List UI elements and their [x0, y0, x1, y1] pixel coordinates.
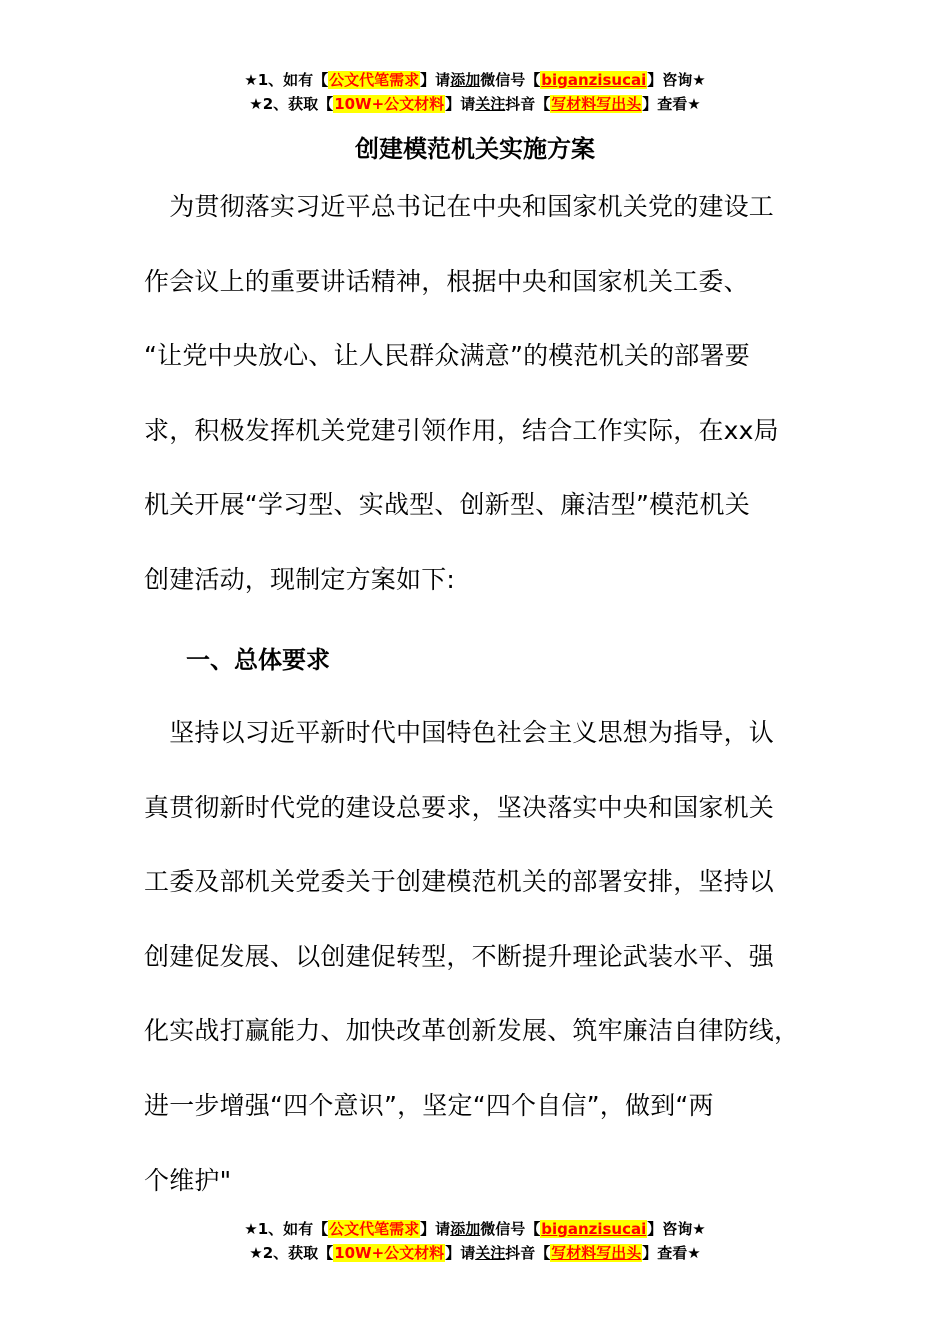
promo-text: ★1、如有【: [244, 71, 329, 89]
text-line: 进一步增强“四个意识”，坚定“四个自信”，做到“两: [144, 1090, 714, 1120]
promo-banner-bottom: [0, 1217, 950, 1265]
promo-text: 微信号【: [480, 1220, 541, 1238]
promo-line-2: [0, 92, 950, 116]
promo-banner-top: [0, 68, 950, 116]
text-line: 作会议上的重要讲话精神，根据中央和国家机关工委、: [144, 266, 749, 296]
promo-text: 】查看★: [642, 1244, 701, 1262]
follow-underlined: 关注: [475, 1244, 506, 1262]
section-heading-general-requirements: 一、总体要求: [186, 646, 330, 674]
promo-text: 】请: [420, 71, 451, 89]
wechat-id-highlight: biganzisucai: [541, 1220, 647, 1238]
text-line: 真贯彻新时代党的建设总要求，坚决落实中央和国家机关: [144, 792, 775, 822]
promo-text: ★1、如有【: [244, 1220, 329, 1238]
paragraph-intro: [144, 170, 806, 618]
add-underlined: 添加: [450, 1220, 481, 1238]
add-underlined: 添加: [450, 71, 481, 89]
promo-line-2: [0, 1241, 950, 1265]
promo-text: 】请: [420, 1220, 451, 1238]
douyin-id-highlight: 写材料写出头: [551, 1244, 642, 1262]
text-line: 创建促发展、以创建促转型，不断提升理论武装水平、强: [144, 941, 775, 971]
text-line: 工委及部机关党委关于创建模范机关的部署安排，坚持以: [144, 867, 775, 897]
ghostwriting-highlight: 公文代笔需求: [329, 71, 420, 89]
text-line: 创建活动，现制定方案如下:: [144, 564, 456, 594]
promo-text: 】查看★: [642, 95, 701, 113]
text-line: 求，积极发挥机关党建引领作用，结合工作实际，在xx局: [144, 415, 779, 445]
promo-line-1: [0, 68, 950, 92]
follow-underlined: 关注: [475, 95, 506, 113]
text-line: 化实战打赢能力、加快改革创新发展、筑牢廉洁自律防线，: [144, 1016, 800, 1046]
materials-highlight: 10W+公文材料: [334, 95, 445, 113]
text-line: 为贯彻落实习近平总书记在中央和国家机关党的建设工: [144, 192, 775, 221]
promo-text: 抖音【: [505, 1244, 551, 1262]
promo-text: 微信号【: [480, 71, 541, 89]
promo-text: 】请: [445, 1244, 476, 1262]
promo-line-1: [0, 1217, 950, 1241]
text-line: “让党中央放心、让人民群众满意”的模范机关的部署要: [144, 341, 750, 371]
promo-text: ★2、获取【: [249, 1244, 334, 1262]
promo-text: 】咨询★: [647, 1220, 706, 1238]
promo-text: 抖音【: [505, 95, 551, 113]
document-title: 创建模范机关实施方案: [355, 135, 595, 163]
text-line: 个维护": [144, 1165, 232, 1195]
promo-text: ★2、获取【: [249, 95, 334, 113]
wechat-id-highlight: biganzisucai: [541, 71, 647, 89]
paragraph-general-requirements: [144, 696, 806, 1218]
promo-text: 】请: [445, 95, 476, 113]
text-line: 坚持以习近平新时代中国特色社会主义思想为指导，认: [144, 718, 775, 747]
text-line: 机关开展“学习型、实战型、创新型、廉洁型”模范机关: [144, 490, 750, 520]
douyin-id-highlight: 写材料写出头: [551, 95, 642, 113]
promo-text: 】咨询★: [647, 71, 706, 89]
materials-highlight: 10W+公文材料: [334, 1244, 445, 1262]
ghostwriting-highlight: 公文代笔需求: [329, 1220, 420, 1238]
